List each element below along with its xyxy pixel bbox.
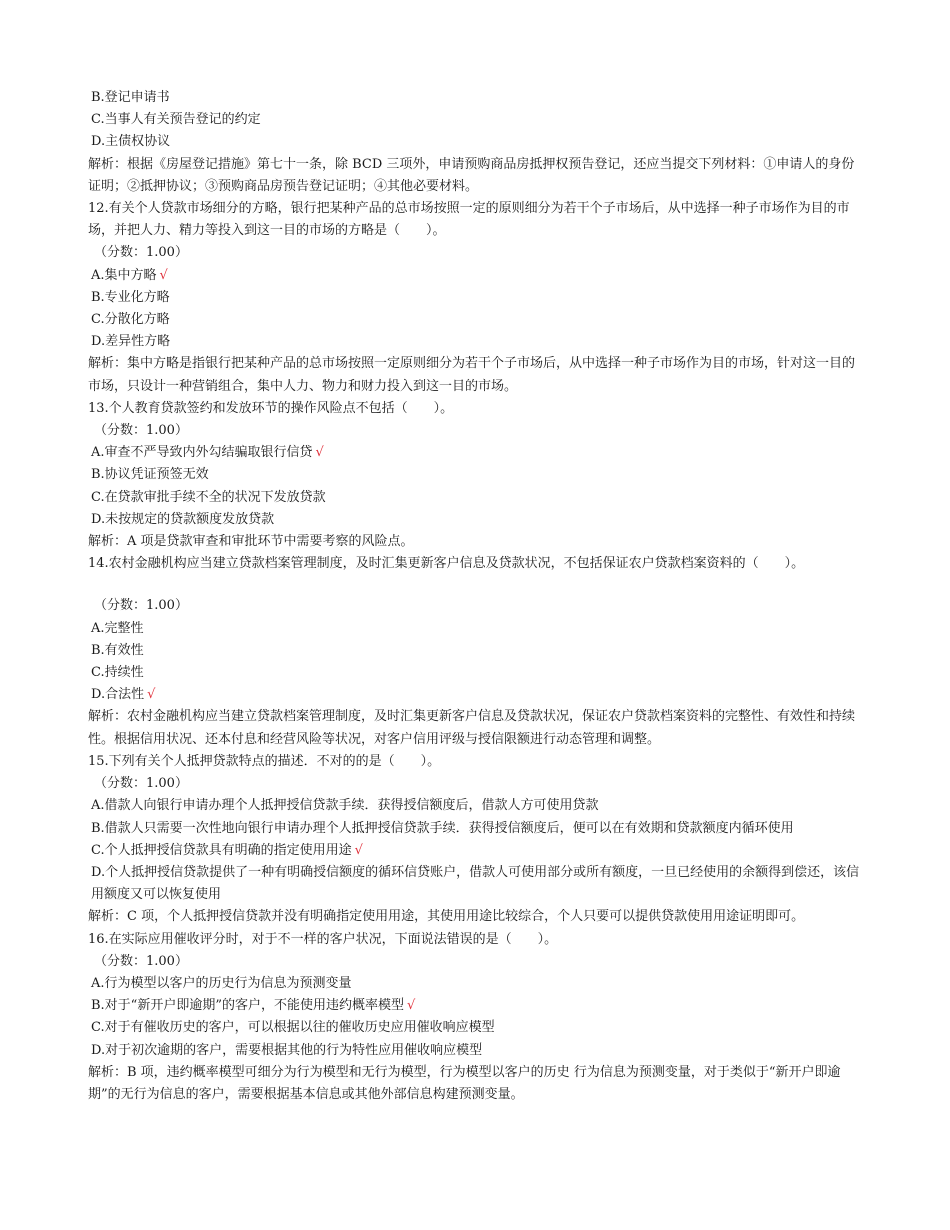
q16-option-b-text: B.对于“新开户即逾期”的客户，不能使用违约概率模型	[91, 998, 404, 1014]
q13-question: 13.个人教育贷款签约和发放环节的操作风险点不包括（ ）。	[88, 400, 454, 416]
q13-option-a	[88, 442, 863, 464]
q13-option-a-text: A.审查不严导致内外勾结骗取银行信贷	[91, 445, 313, 461]
document-page	[88, 87, 863, 1106]
q11-option-b: B.登记申请书	[91, 90, 170, 105]
q12-option-d: D.差异性方略	[91, 334, 171, 350]
q14-option-d-text: D.合法性	[91, 687, 145, 703]
q15-option-d: D.个人抵押授信贷款提供了一种有明确授信额度的循环信贷账户，借款人可使用部分或所有额度，一旦已经使用的余额得到偿还，该信用额度又可以恢复使用	[91, 864, 860, 903]
q14-option-d	[88, 684, 863, 706]
q12-explanation: 解析：集中方略是指银行把某种产品的总市场按照一定原则细分为若干个子市场后，从中选择一种子市场作为目的市场，针对这一目的市场，只设计一种营销组合，集中人力、物力和财力投入到这一目的市场。	[88, 356, 856, 394]
q15-score: （分数：1.00）	[94, 776, 188, 792]
q14-explanation: 解析：农村金融机构应当建立贷款档案管理制度，及时汇集更新客户信息及贷款状况，保证农户贷款档案资料的完整性、有效性和持续性。根据信用状况、还本付息和经营风险等状况，对客户信用评级与授信限额进行动态管理和调整。	[88, 709, 856, 747]
q13-score: （分数：1.00）	[94, 423, 188, 439]
q16-question: 16.在实际应用催收评分时，对于不一样的客户状况，下面说法错误的是（ ）。	[88, 931, 558, 947]
q13-option-c: C.在贷款审批手续不全的状况下发放贷款	[91, 489, 326, 505]
check-mark-icon: √	[315, 445, 324, 461]
q15-option-b: B.借款人只需要一次性地向银行申请办理个人抵押授信贷款手续．获得授信额度后，便可以在有效期和贷款额度内循环使用	[91, 820, 794, 836]
q14-option-b: B.有效性	[91, 642, 144, 658]
q11-option-c: C.当事人有关预告登记的约定	[91, 112, 261, 128]
q16-explanation: 解析：B 项，违约概率模型可细分为行为模型和无行为模型，行为模型以客户的历史 行为信息为预测变量，对于类似于“新开户即逾期”的无行为信息的客户，需要根据基本信息或其他外部信息构建预测变量。	[88, 1064, 841, 1102]
q14-option-a: A.完整性	[91, 620, 144, 636]
check-mark-icon: √	[159, 267, 168, 283]
q11-explanation: 解析：根据《房屋登记措施》第七十一条，除 BCD 三项外，申请预购商品房抵押权预告登记，还应当提交下列材料：①申请人的身份证明；②抵押协议；③预购商品房预告登记证明；④其他必要材料。	[88, 156, 855, 194]
q12-option-b: B.专业化方略	[91, 289, 170, 305]
q13-option-b: B.协议凭证预签无效	[91, 467, 209, 483]
q16-option-c: C.对于有催收历史的客户，可以根据以往的催收历史应用催收响应模型	[91, 1020, 495, 1036]
q11-option-d: D.主债权协议	[91, 134, 171, 150]
q15-option-c-text: C.个人抵押授信贷款具有明确的指定使用用途	[91, 842, 352, 858]
check-mark-icon: √	[147, 687, 156, 703]
q12-option-a-text: A.集中方略	[91, 267, 157, 283]
q12-question: 12.有关个人贷款市场细分的方略，银行把某种产品的总市场按照一定的原则细分为若干个子市场后，从中选择一种子市场作为目的市场，并把人力、精力等投入到这一目的市场的方略是（ ）。	[88, 201, 850, 239]
q16-score: （分数：1.00）	[94, 953, 188, 969]
q12-score: （分数：1.00）	[94, 245, 188, 261]
q16-option-a: A.行为模型以客户的历史行为信息为预测变量	[91, 975, 352, 991]
q14-question: 14.农村金融机构应当建立贷款档案管理制度，及时汇集更新客户信息及贷款状况，不包括保证农户贷款档案资料的（ ）。	[88, 556, 805, 572]
q14-option-c: C.持续性	[91, 665, 144, 681]
spacer	[88, 575, 863, 595]
q15-explanation: 解析：C 项，个人抵押授信贷款并没有明确指定使用用途，其使用用途比较综合，个人只要可以提供贷款使用用途证明即可。	[88, 909, 805, 925]
q12-option-c: C.分散化方略	[91, 312, 170, 328]
q15-option-c	[88, 840, 863, 862]
q16-option-d: D.对于初次逾期的客户，需要根据其他的行为特性应用催收响应模型	[91, 1042, 483, 1058]
q13-explanation: 解析：A 项是贷款审查和审批环节中需要考察的风险点。	[88, 534, 414, 550]
check-mark-icon: √	[406, 998, 416, 1014]
q14-score: （分数：1.00）	[94, 598, 188, 614]
q15-question: 15.下列有关个人抵押贷款特点的描述．不对的的是（ ）。	[88, 753, 441, 769]
q15-option-a: A.借款人向银行申请办理个人抵押授信贷款手续．获得授信额度后，借款人方可使用贷款	[91, 798, 599, 814]
q13-option-d: D.未按规定的贷款额度发放贷款	[91, 511, 275, 527]
q12-option-a	[88, 265, 863, 287]
check-mark-icon: √	[354, 842, 363, 858]
q16-option-b	[88, 995, 863, 1017]
